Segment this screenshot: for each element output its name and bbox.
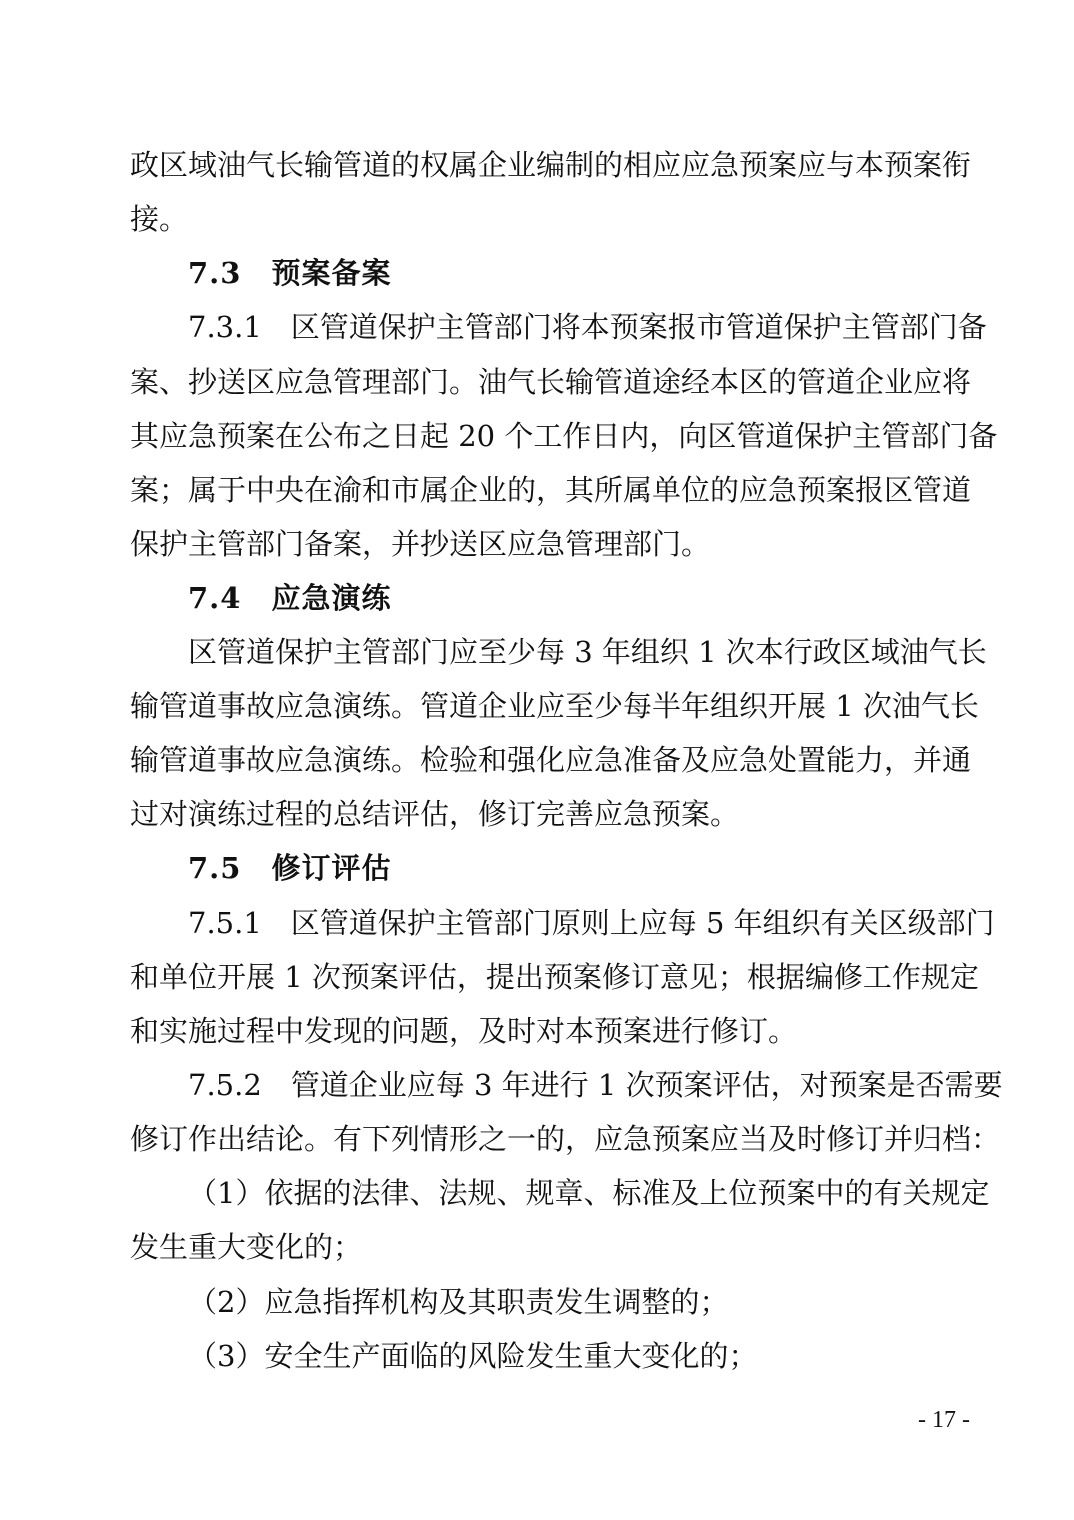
paragraph-line: 政区域油气长输管道的权属企业编制的相应应急预案应与本预案衔 [130, 148, 972, 182]
paragraph-line: 和实施过程中发现的问题，及时对本预案进行修订。 [130, 1014, 798, 1048]
paragraph-line: 过对演练过程的总结评估，修订完善应急预案。 [130, 797, 740, 831]
list-item-3: （3）安全生产面临的风险发生重大变化的； [188, 1339, 758, 1373]
list-item-1: （1）依据的法律、法规、规章、标准及上位预案中的有关规定 [188, 1176, 990, 1210]
section-heading-7-3: 7.3 预案备案 [188, 256, 392, 290]
section-heading-7-4: 7.4 应急演练 [188, 581, 392, 615]
list-item-1-continued: 发生重大变化的； [130, 1230, 363, 1264]
paragraph-line: 案；属于中央在渝和市属企业的，其所属单位的应急预案报区管道 [130, 473, 972, 507]
paragraph-line: 接。 [130, 202, 189, 236]
paragraph-line: 区管道保护主管部门应至少每 3 年组织 1 次本行政区域油气长 [188, 635, 987, 669]
paragraph-line: 保护主管部门备案，并抄送区应急管理部门。 [130, 527, 711, 561]
paragraph-line: 输管道事故应急演练。检验和强化应急准备及应急处置能力，并通 [130, 743, 972, 777]
paragraph-line: 案、抄送区应急管理部门。油气长输管道途经本区的管道企业应将 [130, 365, 972, 399]
paragraph-line: 其应急预案在公布之日起 20 个工作日内，向区管道保护主管部门备 [130, 419, 998, 453]
paragraph-line: 7.5.1 区管道保护主管部门原则上应每 5 年组织有关区级部门 [188, 906, 995, 940]
paragraph-line: 输管道事故应急演练。管道企业应至少每半年组织开展 1 次油气长 [130, 689, 979, 723]
section-heading-7-5: 7.5 修订评估 [188, 851, 392, 885]
paragraph-line: 和单位开展 1 次预案评估，提出预案修订意见；根据编修工作规定 [130, 960, 979, 994]
page-number: - 17 - [918, 1407, 970, 1433]
list-item-2: （2）应急指挥机构及其职责发生调整的； [188, 1285, 729, 1319]
paragraph-line: 7.5.2 管道企业应每 3 年进行 1 次预案评估，对预案是否需要 [188, 1068, 1003, 1102]
paragraph-line: 7.3.1 区管道保护主管部门将本预案报市管道保护主管部门备 [188, 310, 987, 344]
paragraph-line: 修订作出结论。有下列情形之一的，应急预案应当及时修订并归档： [130, 1122, 1001, 1156]
